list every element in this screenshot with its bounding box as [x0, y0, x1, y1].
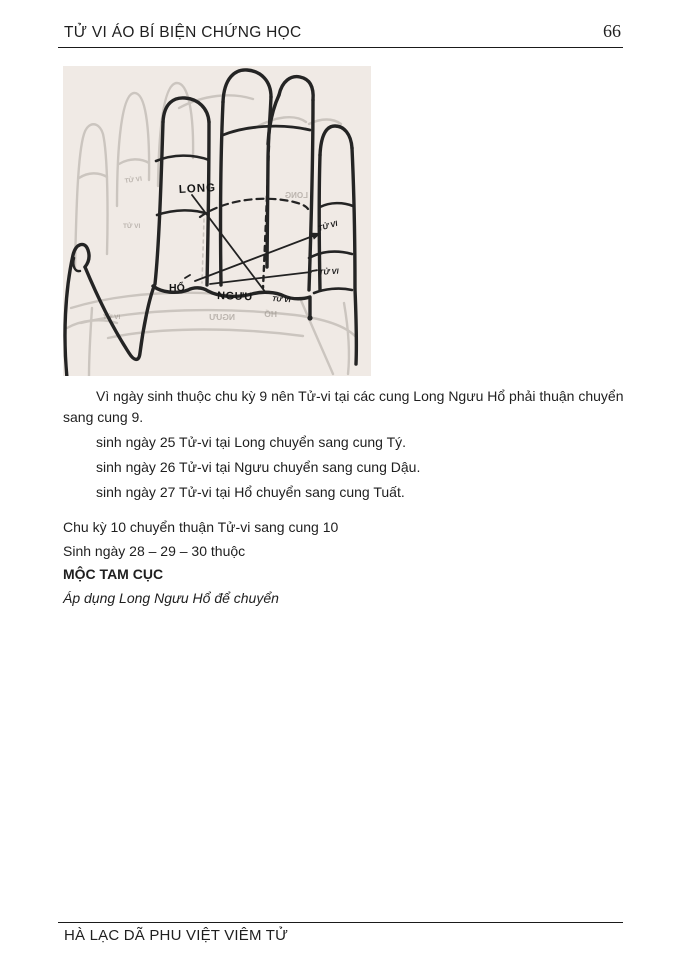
ghost-label-ho: HỔ — [264, 309, 277, 319]
paragraph-chu-ky-9: Vì ngày sinh thuộc chu kỳ 9 nên Tử-vi tại các cung Long Ngưu Hổ phải thuận chuyển sang cung 9. — [63, 388, 624, 425]
palm-diagram — [63, 66, 371, 376]
label-long: LONG — [178, 182, 217, 196]
page-number: 66 — [603, 21, 621, 41]
label-tuvi-mid: TỬ VI — [318, 266, 339, 277]
list-item: sinh ngày 27 Tử-vi tại Hổ chuyển sang cung Tuất. — [96, 484, 405, 500]
index-finger-right-edge — [207, 122, 209, 285]
footer-author: HÀ LẠC DÃ PHU VIỆT VIÊM TỬ — [64, 927, 289, 944]
page-header — [58, 21, 623, 48]
ghost-label-tuvi-b: TỬ VI — [123, 223, 141, 230]
line-sinh-ngay: Sinh ngày 28 – 29 – 30 thuộc — [63, 542, 246, 559]
ghost-label-nguu: NGƯU — [209, 312, 235, 322]
palm-diagram-figure — [63, 66, 371, 376]
ghost-label-long: LONG — [284, 191, 308, 200]
line-moc-tam-cuc: MỘC TAM CỤC — [63, 566, 164, 582]
book-title: TỬ VI ÁO BÍ BIỆN CHỨNG HỌC — [64, 24, 302, 41]
line-ap-dung: Áp dụng Long Ngưu Hổ để chuyển — [63, 589, 279, 606]
palm-base-blob — [307, 315, 312, 320]
list-item: sinh ngày 25 Tử-vi tại Long chuyển sang cung Tý. — [96, 434, 407, 450]
list-item: sinh ngày 26 Tử-vi tại Ngưu chuyển sang cung Dậu. — [96, 459, 421, 475]
label-nguu: NGƯU — [216, 290, 253, 304]
body-text — [63, 386, 625, 609]
label-tuvi-top: TỬ VI — [317, 218, 339, 233]
line-chu-ky-10: Chu kỳ 10 chuyển thuận Tử-vi sang cung 10 — [63, 519, 339, 535]
ghost-label-tuvi-c: TỬ VI — [103, 314, 121, 321]
page-footer — [58, 922, 623, 945]
ghost-label-tuvi-a: TỬ VI — [124, 175, 143, 185]
tuvi-mid-dash — [312, 270, 317, 271]
label-ho: HỔ — [169, 282, 185, 294]
label-tuvi-bottom: TỬ VI — [271, 296, 291, 305]
